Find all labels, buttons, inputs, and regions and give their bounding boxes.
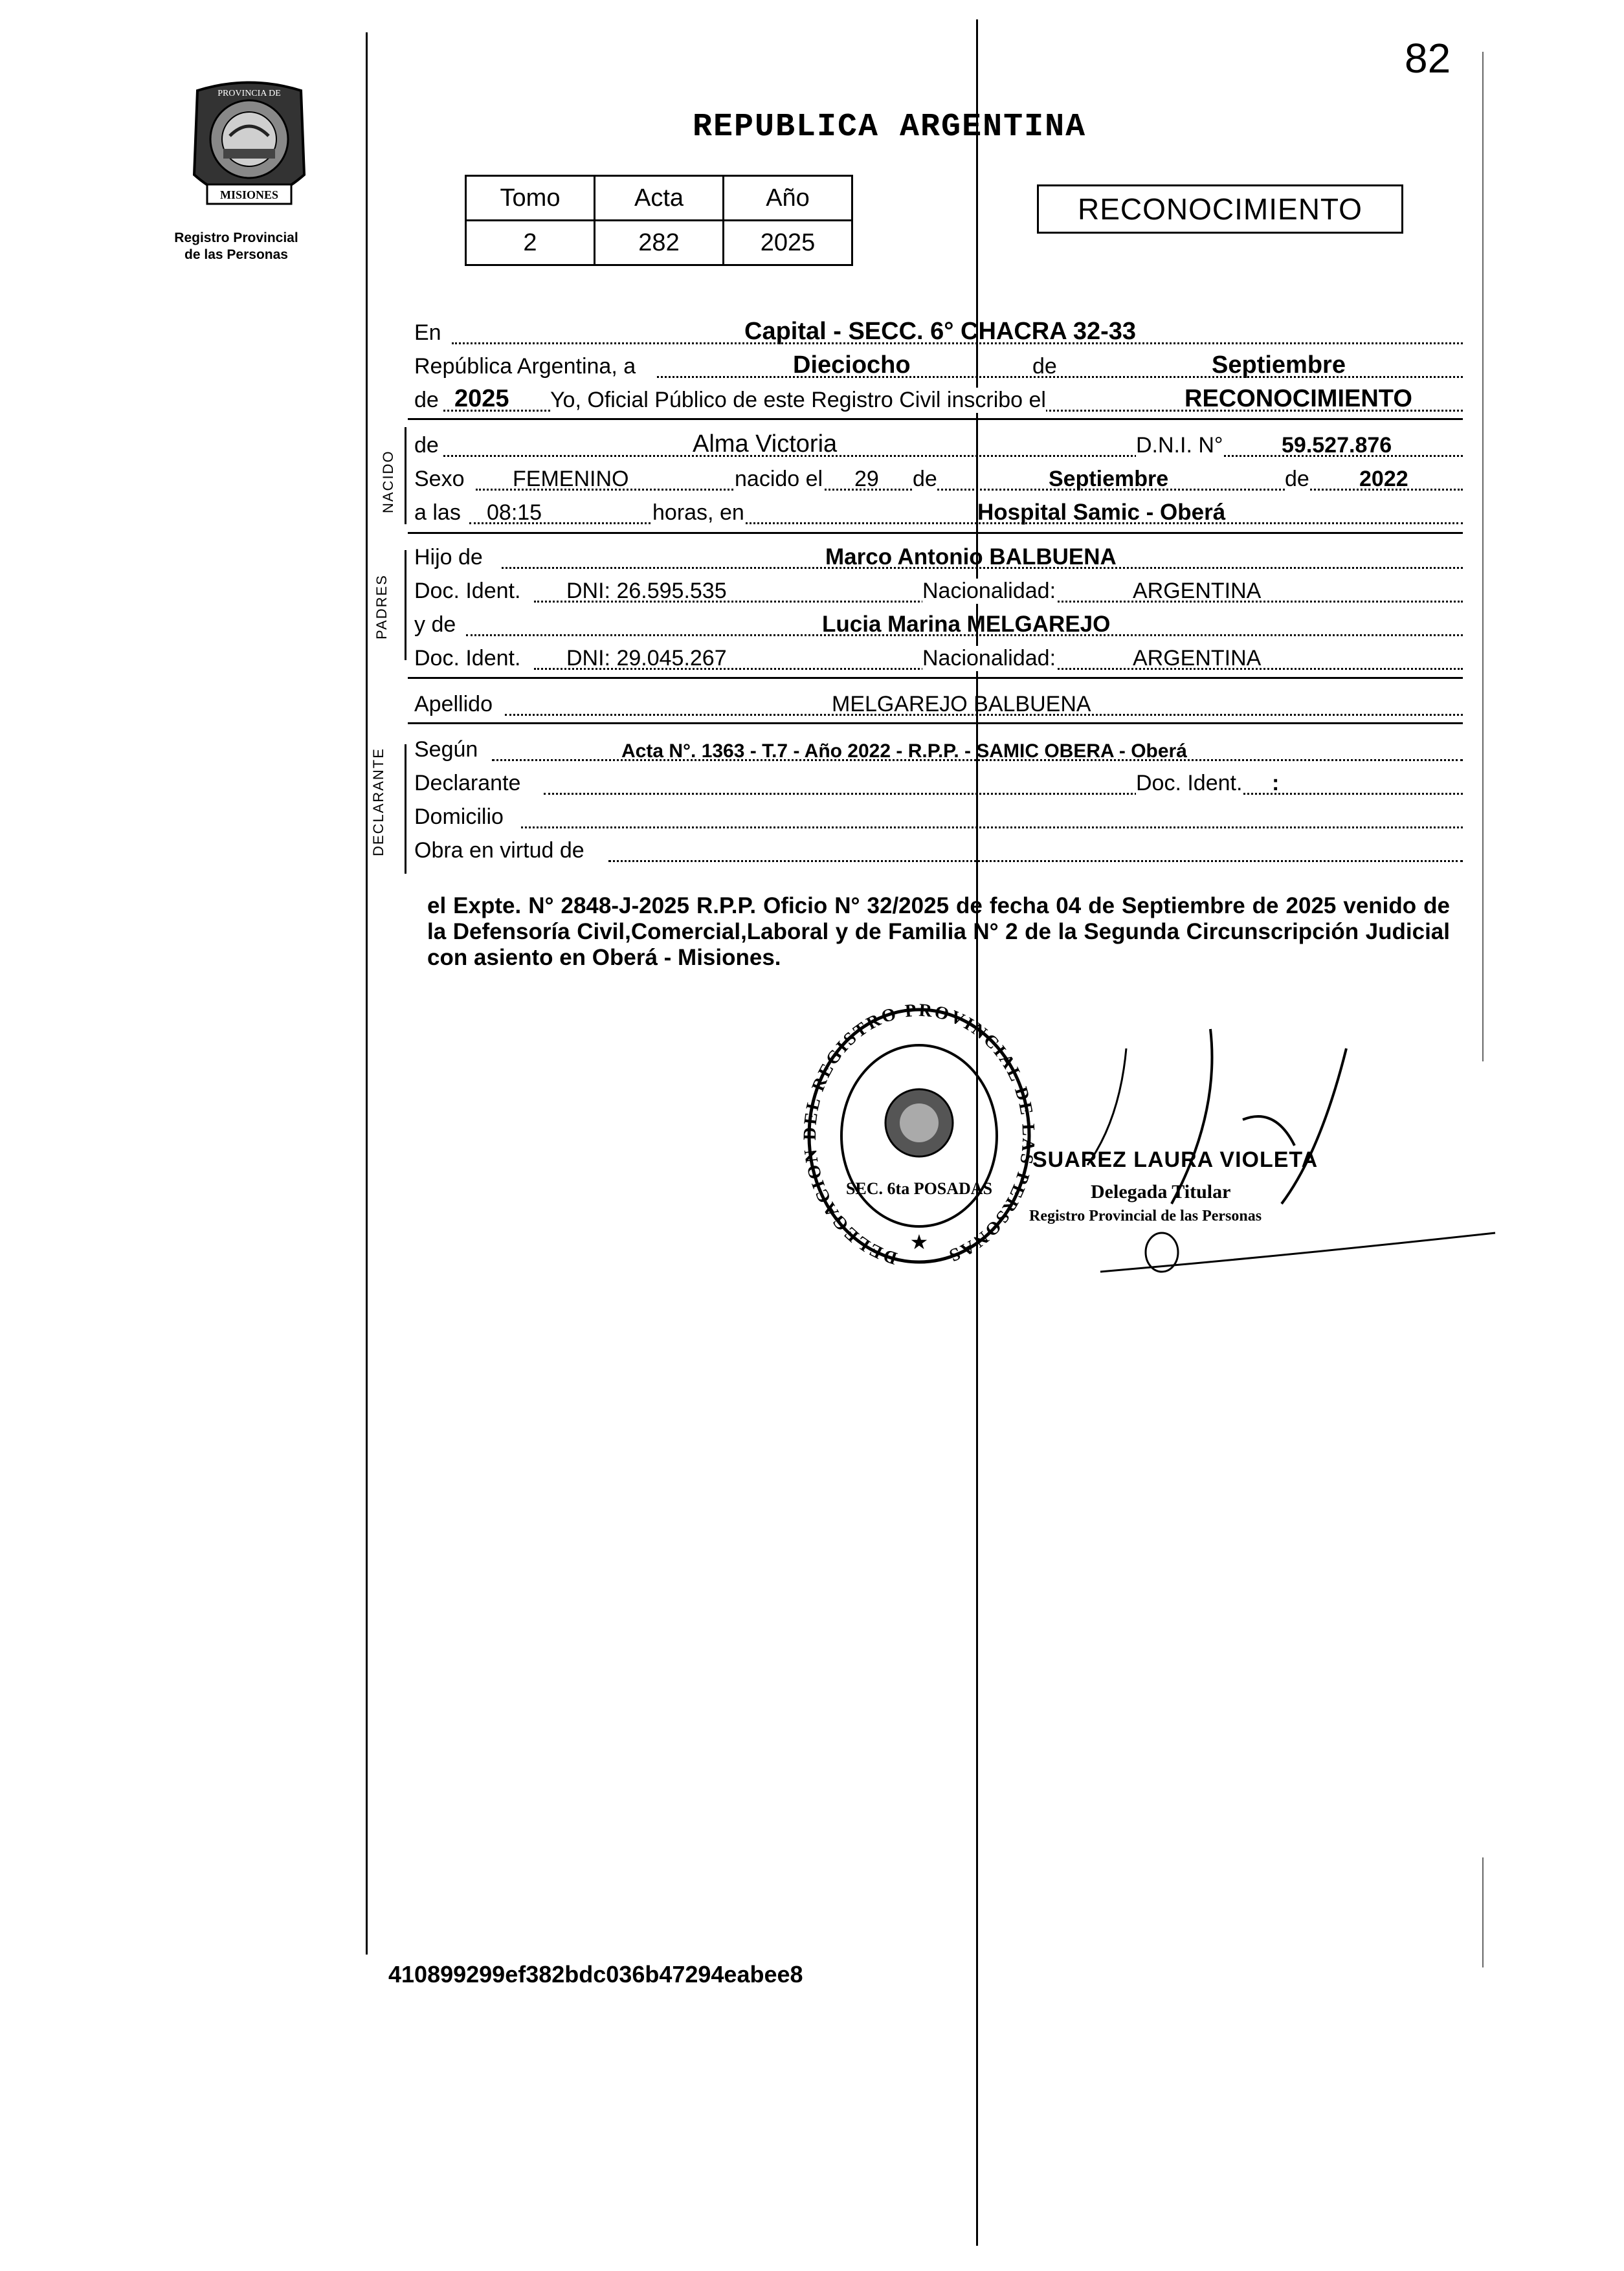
- row-name: [414, 428, 1463, 462]
- en-label: En: [414, 320, 441, 345]
- mother-doc-label: Doc. Ident.: [414, 646, 521, 670]
- row-father-doc: [414, 574, 1463, 608]
- side-label-declarante: DECLARANTE: [370, 748, 386, 856]
- row-hora: [414, 496, 1463, 529]
- province-logo: [184, 78, 314, 227]
- row-segun: [414, 733, 1463, 766]
- side-label-padres: PADRES: [373, 574, 390, 639]
- en-value: Capital - SECC. 6° CHACRA 32-33: [744, 318, 1137, 345]
- country-title: REPUBLICA ARGENTINA: [693, 109, 1087, 146]
- time-value: 08:15: [487, 500, 542, 525]
- sexo-label: Sexo: [414, 467, 465, 491]
- yo-text: Yo, Oficial Público de este Registro Civil inscribo el: [550, 388, 1046, 412]
- logo-bottom-text: MISIONES: [219, 188, 279, 201]
- declarante-bracket: [405, 744, 406, 874]
- signatory-name: SUAREZ LAURA VIOLETA: [1032, 1147, 1318, 1172]
- section-rule-3: [408, 677, 1463, 679]
- row-en: [414, 316, 1463, 349]
- apellido-label: Apellido: [414, 692, 493, 716]
- mother-value: Lucia Marina MELGAREJO: [822, 612, 1111, 637]
- row-date: [414, 349, 1463, 383]
- left-margin-line: [366, 32, 368, 1955]
- mother-nat-value: ARGENTINA: [1133, 646, 1262, 670]
- tomo-value: 2: [466, 221, 595, 265]
- document-hash: 410899299ef382bdc036b47294eabee8: [388, 1961, 803, 1988]
- father-nat-value: ARGENTINA: [1133, 579, 1262, 603]
- anio-value: 2025: [724, 221, 852, 265]
- padres-bracket: [405, 550, 406, 660]
- birth-month: Septiembre: [1049, 467, 1169, 491]
- registry-caption: [129, 230, 343, 263]
- birth-day: 29: [854, 467, 879, 491]
- year-label: de: [414, 388, 439, 412]
- father-doc-label: Doc. Ident.: [414, 579, 521, 603]
- decl-doc-label: Doc. Ident.: [1136, 771, 1243, 795]
- svg-text:★: ★: [909, 1230, 929, 1254]
- nacido-bracket: [405, 427, 406, 524]
- de2-label: de: [913, 467, 937, 491]
- mother-doc-value: DNI: 29.045.267: [566, 646, 727, 670]
- place-value: Hospital Samic - Oberá: [977, 500, 1226, 525]
- legal-paragraph: el Expte. N° 2848-J-2025 R.P.P. Oficio N° 32/2025 de fecha 04 de Septiembre de 2025 venido de la Defensoría Civil,Comercial,Laboral y de Familia N° 2 de la Segunda Circunscripción Judicial con asiento en Oberá - Misiones.: [427, 893, 1450, 970]
- dni-label: D.N.I. N°: [1136, 433, 1223, 458]
- row-domicilio: [414, 800, 1463, 834]
- registry-caption-line1: Registro Provincial: [174, 230, 298, 245]
- horas-label: horas, en: [652, 500, 744, 525]
- father-doc-value: DNI: 26.595.535: [566, 579, 727, 603]
- father-value: Marco Antonio BALBUENA: [825, 544, 1117, 570]
- tomo-header: Tomo: [466, 176, 595, 221]
- section-rule-2: [408, 532, 1463, 534]
- row-obra: [414, 834, 1463, 867]
- segun-label: Según: [414, 737, 478, 762]
- signatory-role: Delegada Titular: [1091, 1181, 1231, 1202]
- de-name-label: de: [414, 433, 439, 458]
- hijo-label: Hijo de: [414, 545, 483, 570]
- day-value: Dieciocho: [793, 351, 911, 379]
- side-label-nacido: NACIDO: [380, 450, 396, 513]
- row-year: [414, 383, 1463, 417]
- registry-caption-line2: de las Personas: [184, 247, 288, 262]
- handwritten-signature: [997, 1010, 1502, 1281]
- month-value: Septiembre: [1212, 351, 1346, 379]
- segun-value: Acta N°. 1363 - T.7 - Año 2022 - R.P.P. - SAMIC OBERA - Oberá: [621, 740, 1187, 762]
- row-father: [414, 540, 1463, 574]
- section-rule-1: [408, 418, 1463, 420]
- page-number: 82: [1405, 35, 1451, 82]
- republica-label: República Argentina, a: [414, 354, 636, 379]
- acta-value: 282: [595, 221, 724, 265]
- anio-header: Año: [724, 176, 852, 221]
- declarante-label: Declarante: [414, 771, 521, 795]
- y-de-label: y de: [414, 612, 456, 637]
- year-value: 2025: [454, 385, 509, 412]
- logo-top-text: PROVINCIA DE: [217, 89, 281, 98]
- right-margin-line: [1482, 52, 1484, 1061]
- domicilio-label: Domicilio: [414, 804, 504, 829]
- row-sexo: [414, 462, 1463, 496]
- inscription-value: RECONOCIMIENTO: [1185, 385, 1412, 412]
- seal-ring-text: DELEGACION L REGISTRO PROVINCIAL DE S PERSONAS: [803, 1000, 1036, 1268]
- nacido-el-label: nacido el: [735, 467, 823, 491]
- row-mother-doc: [414, 641, 1463, 675]
- row-declarante: [414, 766, 1463, 800]
- father-nat-label: Nacionalidad:: [922, 579, 1056, 603]
- name-value: Alma Victoria: [693, 430, 838, 458]
- document-type-box: RECONOCIMIENTO: [1037, 184, 1403, 234]
- de3-label: de: [1285, 467, 1309, 491]
- signatory-org: Registro Provincial de las Personas: [1029, 1208, 1262, 1224]
- apellido-value: MELGAREJO BALBUENA: [832, 692, 1091, 716]
- seal-inner-text: SEC. 6ta POSADAS: [845, 1179, 993, 1198]
- row-mother: [414, 608, 1463, 641]
- section-rule-4: [408, 722, 1463, 724]
- a-las-label: a las: [414, 500, 461, 525]
- right-margin-line-lower: [1482, 1857, 1484, 1967]
- mother-nat-label: Nacionalidad:: [922, 646, 1056, 670]
- row-apellido: [414, 687, 1463, 721]
- birth-year: 2022: [1359, 467, 1408, 491]
- decl-doc-value: :: [1272, 771, 1280, 795]
- obra-label: Obra en virtud de: [414, 838, 584, 863]
- dni-value: 59.527.876: [1282, 433, 1392, 458]
- acta-header: Acta: [595, 176, 724, 221]
- de-label: de: [1032, 354, 1057, 379]
- sexo-value: FEMENINO: [513, 467, 629, 491]
- volume-table: [465, 175, 853, 266]
